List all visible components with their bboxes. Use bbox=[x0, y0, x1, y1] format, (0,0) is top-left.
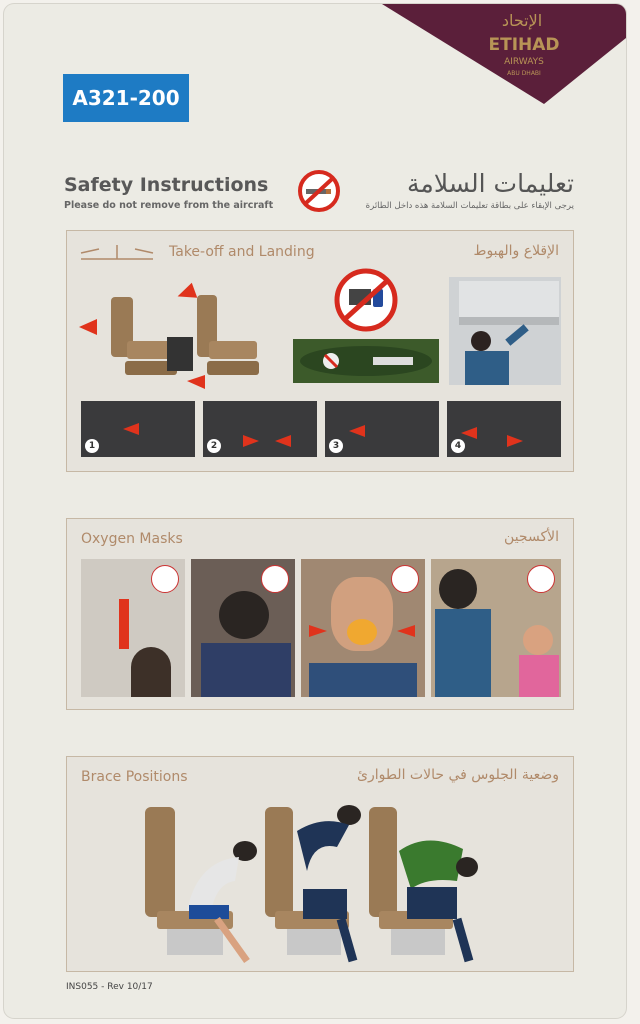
step-image bbox=[325, 401, 439, 457]
brand-logo bbox=[374, 4, 626, 108]
title-ar: تعليمات السلامة bbox=[407, 169, 574, 198]
subtitle-en: Please do not remove from the aircraft bbox=[64, 200, 274, 211]
arrow-icon bbox=[79, 319, 97, 335]
takeoff-title-en: Take-off and Landing bbox=[169, 244, 315, 260]
brace-title-en: Brace Positions bbox=[81, 769, 188, 785]
no-smoking-icon bbox=[297, 169, 341, 213]
aircraft-model-badge: A321-200 bbox=[63, 74, 189, 122]
timer-icon bbox=[527, 565, 555, 593]
seat-illustration bbox=[77, 281, 267, 401]
step-number: 4 bbox=[451, 439, 465, 453]
document-code: INS055 - Rev 10/17 bbox=[66, 982, 153, 992]
oxygen-step-image bbox=[431, 559, 561, 697]
takeoff-panel bbox=[66, 230, 574, 472]
no-electronics-icon bbox=[333, 267, 399, 333]
oxygen-title-en: Oxygen Masks bbox=[81, 531, 183, 547]
brand-name: ETIHAD bbox=[488, 35, 560, 55]
oxygen-panel bbox=[66, 518, 574, 710]
oxygen-step-image bbox=[301, 559, 425, 697]
oxygen-step-image bbox=[191, 559, 295, 697]
step-number: 1 bbox=[85, 439, 99, 453]
oxygen-step-image bbox=[81, 559, 185, 697]
timer-icon bbox=[151, 565, 179, 593]
seat-upright-icon bbox=[77, 241, 157, 263]
arrow-icon bbox=[187, 375, 205, 389]
step-number: 3 bbox=[329, 439, 343, 453]
safety-card bbox=[4, 4, 626, 1018]
step-image bbox=[447, 401, 561, 457]
seatbelt-sign-image bbox=[293, 339, 439, 383]
step-number: 2 bbox=[207, 439, 221, 453]
brand-sub: AIRWAYS bbox=[504, 57, 544, 67]
title-en: Safety Instructions bbox=[64, 174, 269, 196]
subtitle-ar: يرجى الإبقاء على بطاقة تعليمات السلامة هذه داخل الطائرة bbox=[365, 201, 574, 211]
overhead-bin-image bbox=[449, 277, 561, 385]
timer-icon bbox=[391, 565, 419, 593]
takeoff-title-ar: الإقلاع والهبوط bbox=[473, 243, 559, 259]
step-image bbox=[81, 401, 195, 457]
brace-positions-illustration bbox=[127, 801, 527, 971]
oxygen-title-ar: الأكسجين bbox=[504, 529, 559, 545]
brace-panel bbox=[66, 756, 574, 972]
brand-arabic: الإتحاد bbox=[501, 11, 543, 30]
step-image bbox=[203, 401, 317, 457]
timer-icon bbox=[261, 565, 289, 593]
brand-city: ABU DHABI bbox=[507, 70, 541, 77]
brace-title-ar: وضعية الجلوس في حالات الطوارئ bbox=[356, 767, 559, 783]
arrow-icon bbox=[175, 283, 197, 304]
